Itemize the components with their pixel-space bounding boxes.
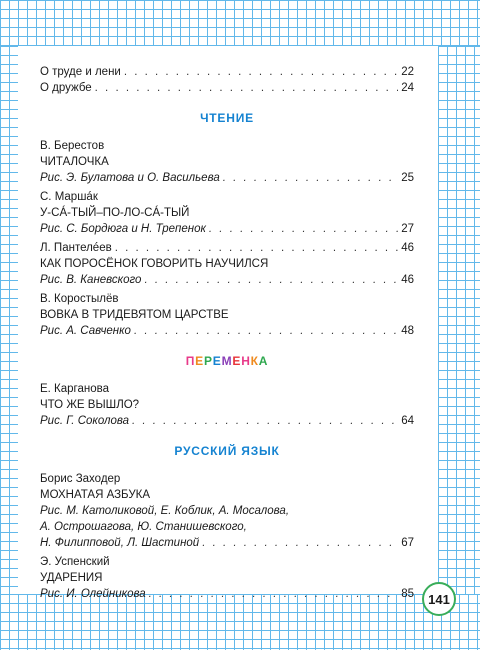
entry-illustrators: А. Острошагова, Ю. Станишевского, xyxy=(40,521,247,533)
page-ref: 67 xyxy=(401,537,414,549)
page-ref: 64 xyxy=(401,415,414,427)
toc-entry[interactable] xyxy=(40,240,414,288)
entry-illustrators-row xyxy=(40,221,414,237)
entry-title: О труде и лени xyxy=(40,66,121,78)
entry-illustrators-row xyxy=(40,272,414,288)
section-heading-break xyxy=(40,353,414,369)
page-ref: 46 xyxy=(401,274,414,286)
entry-illustrators: Рис. Г. Соколова xyxy=(40,415,130,427)
leader-dots xyxy=(223,170,398,186)
page-number-badge: 141 xyxy=(422,582,456,616)
entry-illustrators: Рис. В. Каневского xyxy=(40,274,142,286)
entry-illustrators: Рис. И. Олейникова xyxy=(40,588,146,600)
page-ref: 46 xyxy=(401,242,414,254)
page-ref: 22 xyxy=(401,66,414,78)
page-ref: 24 xyxy=(401,82,414,94)
entry-illustrators-row xyxy=(40,413,414,429)
entry-illustrators: Рис. С. Бордюга и Н. Трепенок xyxy=(40,223,206,235)
entry-author: Э. Успенский xyxy=(40,556,110,568)
entry-illustrators-row xyxy=(40,535,414,551)
entry-title: КАК ПОРОСЁНОК ГОВОРИТЬ НАУЧИЛСЯ xyxy=(40,258,269,270)
entry-illustrators: Н. Филипповой, Л. Шастиной xyxy=(40,537,200,549)
grid-paper-left xyxy=(0,46,18,594)
heading-letter: Е xyxy=(195,354,204,368)
leader-dots xyxy=(149,586,399,602)
entry-title: УДАРЕНИЯ xyxy=(40,572,103,584)
entry-title: МОХНАТАЯ АЗБУКА xyxy=(40,489,151,501)
leader-dots xyxy=(115,240,398,256)
heading-letter: Е xyxy=(232,354,242,368)
heading-letter: П xyxy=(185,354,196,368)
grid-paper-right xyxy=(438,46,480,594)
toc-entry[interactable] xyxy=(40,138,414,186)
table-of-contents xyxy=(40,64,414,602)
leader-dots xyxy=(132,413,398,429)
entry-author: В. Коростылёв xyxy=(40,293,119,305)
toc-entry[interactable] xyxy=(40,554,414,602)
section-heading-reading: ЧТЕНИЕ xyxy=(200,111,254,125)
entry-title: ВОВКА В ТРИДЕВЯТОМ ЦАРСТВЕ xyxy=(40,309,229,321)
toc-entry[interactable] xyxy=(40,291,414,339)
heading-letter: М xyxy=(221,354,233,368)
grid-paper-bottom xyxy=(0,594,480,650)
page-ref: 27 xyxy=(401,223,414,235)
entry-title: ЧИТАЛОЧКА xyxy=(40,156,109,168)
entry-illustrators: Рис. А. Савченко xyxy=(40,325,131,337)
entry-illustrators-row xyxy=(40,586,414,602)
entry-illustrators: Рис. М. Католиковой, Е. Коблик, А. Мосалова, xyxy=(40,505,290,517)
heading-letter: А xyxy=(258,354,269,368)
leader-dots xyxy=(124,64,398,80)
heading-letter: Е xyxy=(212,354,222,368)
toc-entry[interactable] xyxy=(40,189,414,237)
toc-entry[interactable] xyxy=(40,381,414,429)
heading-letter: Р xyxy=(203,354,213,368)
entry-author: Борис Заходер xyxy=(40,473,121,485)
entry-author-row xyxy=(40,240,414,256)
page-ref: 85 xyxy=(401,588,414,600)
leader-dots xyxy=(209,221,398,237)
toc-entry[interactable] xyxy=(40,64,414,80)
leader-dots xyxy=(202,535,398,551)
leader-dots xyxy=(144,272,398,288)
entry-author: Л. Пантелéев xyxy=(40,242,112,254)
heading-letter: Н xyxy=(241,354,251,368)
entry-illustrators: Рис. Э. Булатова и О. Васильева xyxy=(40,172,220,184)
entry-illustrators-row xyxy=(40,323,414,339)
entry-title: О дружбе xyxy=(40,82,92,94)
entry-author: Е. Карганова xyxy=(40,383,110,395)
section-heading-russian: РУССКИЙ ЯЗЫК xyxy=(174,444,280,458)
leader-dots xyxy=(95,80,399,96)
entry-title: ЧТО ЖЕ ВЫШЛО? xyxy=(40,399,140,411)
leader-dots xyxy=(134,323,398,339)
toc-entry[interactable] xyxy=(40,80,414,96)
entry-illustrators-row xyxy=(40,170,414,186)
entry-author: В. Берестов xyxy=(40,140,105,152)
page-ref: 48 xyxy=(401,325,414,337)
page-ref: 25 xyxy=(401,172,414,184)
entry-author: С. Маршáк xyxy=(40,191,98,203)
toc-entry[interactable] xyxy=(40,471,414,551)
grid-paper-top xyxy=(0,0,480,46)
entry-title: У-СÁ-ТЫЙ–ПО-ЛО-СÁ-ТЫЙ xyxy=(40,207,190,219)
heading-letter: К xyxy=(250,354,259,368)
